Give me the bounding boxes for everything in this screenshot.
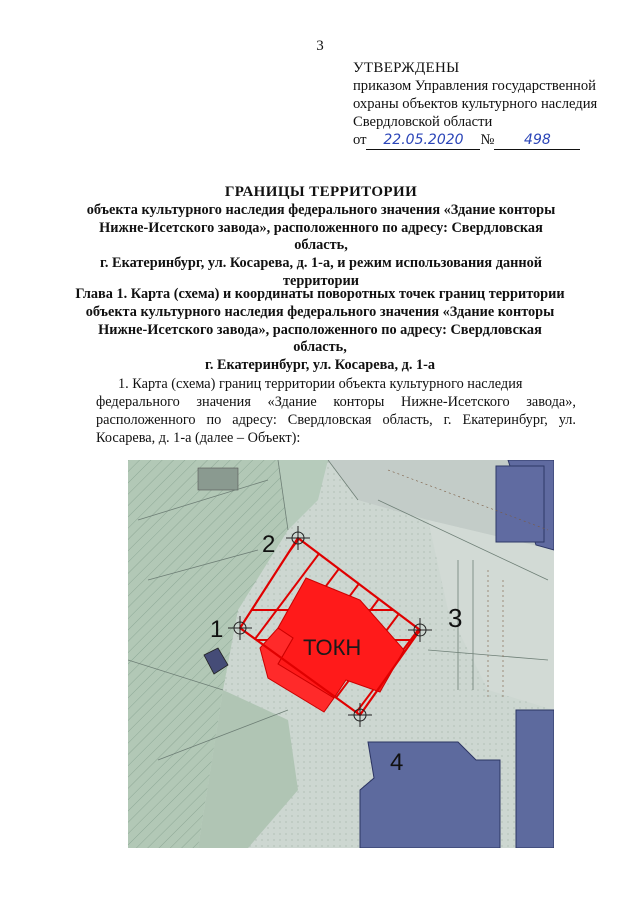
chapter-line-4: г. Екатеринбург, ул. Косарева, д. 1-а <box>204 357 436 374</box>
approval-number: 498 <box>494 131 580 150</box>
point-label-2: 2 <box>262 531 276 558</box>
title-line-2: Нижне-Исетского завода», расположенного по адресу: Свердловская область, <box>99 219 543 254</box>
chapter-line-1: Глава 1. Карта (схема) и координаты поворотных точек границ территории <box>75 286 565 302</box>
chapter-heading <box>70 286 570 375</box>
map-drawing <box>128 460 554 848</box>
approval-date-line <box>353 131 597 150</box>
approval-line-1: приказом Управления государственной <box>353 78 596 94</box>
building-bottom-right <box>516 710 554 848</box>
title-line-1: объекта культурного наследия федерального значения «Здание конторы <box>86 201 556 218</box>
boundary-map <box>128 460 554 848</box>
object-label: ТОКН <box>303 635 362 660</box>
chapter-line-2: объекта культурного наследия федерального значения «Здание конторы <box>85 303 555 320</box>
approval-heading: УТВЕРЖДЕНЫ <box>353 60 460 76</box>
approval-date: 22.05.2020 <box>366 131 480 150</box>
building-small-top <box>198 468 238 490</box>
title-main: ГРАНИЦЫ ТЕРРИТОРИИ <box>224 184 418 200</box>
approval-line-3: Свердловской области <box>353 114 493 130</box>
point-label-1: 1 <box>210 616 224 643</box>
number-sign: № <box>480 132 495 148</box>
building-top-right-wall <box>496 466 544 542</box>
approval-line-2: охраны объектов культурного наследия <box>353 96 598 112</box>
paragraph-1 <box>96 375 576 447</box>
date-prefix: от <box>353 132 367 148</box>
title-line-3: г. Екатеринбург, ул. Косарева, д. 1-а, и режим использования данной <box>100 255 542 272</box>
point-label-4: 4 <box>390 749 404 776</box>
document-title <box>86 184 556 291</box>
page-number: 3 <box>316 38 324 54</box>
approval-block <box>353 59 597 150</box>
title-line-4: территории <box>283 272 359 289</box>
chapter-line-3: Нижне-Исетского завода», расположенного по адресу: Свердловская область, <box>98 321 542 356</box>
point-label-3: 3 <box>448 603 463 633</box>
paragraph-rest: федерального значения «Здание конторы Нижне-Исетского завода», расположенного по адресу: Свердловская область, г. Екатеринбург, ул. Косарева, д. 1-а (далее – Объект): <box>96 394 576 446</box>
paragraph-line-1: 1. Карта (схема) границ территории объекта культурного наследия <box>118 376 523 392</box>
